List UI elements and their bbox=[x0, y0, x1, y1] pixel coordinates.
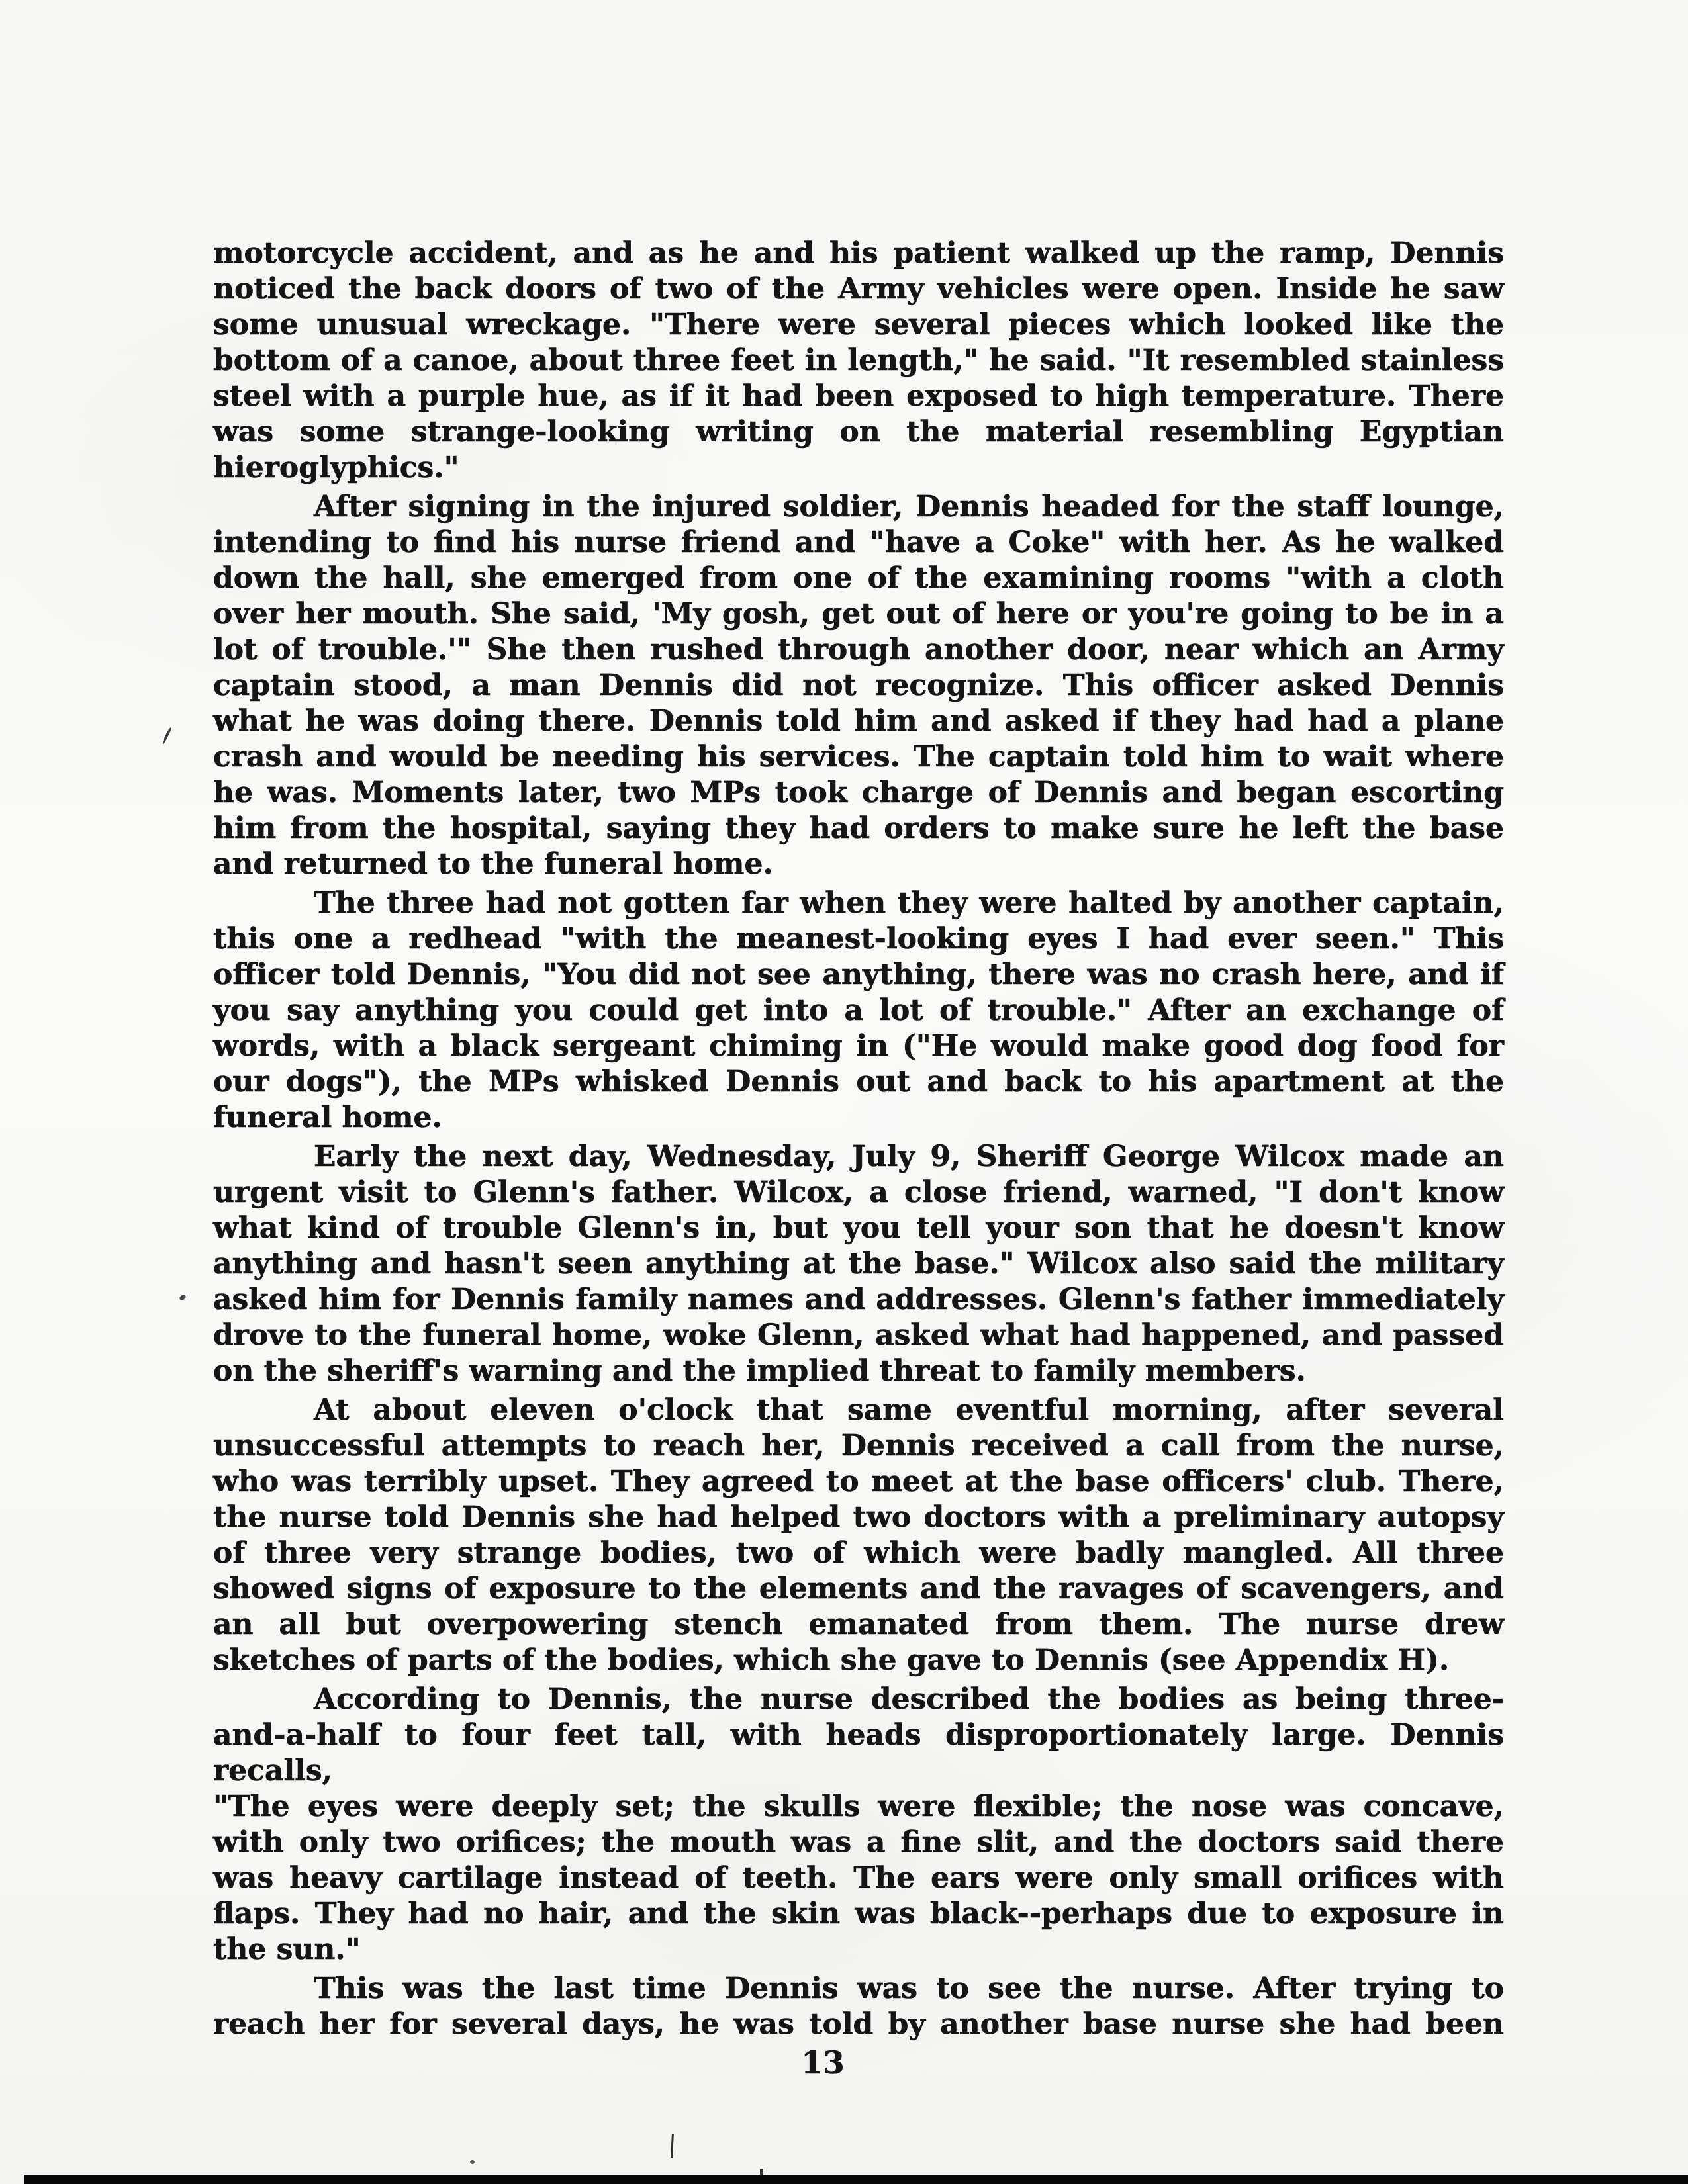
paragraph bbox=[213, 886, 1504, 1136]
text-line: urgent visit to Glenn's father. Wilcox, a close friend, warned, "I don't know bbox=[213, 1175, 1504, 1209]
paragraph bbox=[213, 1971, 1504, 2042]
text-line: sketches of parts of the bodies, which she gave to Dennis (see Appendix H). bbox=[213, 1643, 1450, 1677]
paragraph bbox=[213, 1682, 1504, 1968]
paragraph bbox=[213, 236, 1504, 486]
text-line: At about eleven o'clock that same eventful morning, after several bbox=[314, 1393, 1504, 1427]
scan-artifact-scratch-line bbox=[671, 2134, 674, 2158]
text-line: funeral home. bbox=[213, 1101, 442, 1134]
text-line: "The eyes were deeply set; the skulls were flexible; the nose was concave, bbox=[213, 1790, 1504, 1823]
body-text bbox=[213, 236, 1504, 2046]
text-line: words, with a black sergeant chiming in ("He would make good dog food for bbox=[213, 1029, 1504, 1063]
text-line: bottom of a canoe, about three feet in length," he said. "It resembled stainless bbox=[213, 343, 1504, 377]
text-line: According to Dennis, the nurse described the bodies as being three- bbox=[314, 1682, 1504, 1716]
scan-artifact-bottom-bar bbox=[24, 2175, 1688, 2184]
text-line: and-a-half to four feet tall, with heads disproportionately large. Dennis recalls, bbox=[213, 1718, 1504, 1788]
scan-artifact-margin-speck bbox=[179, 1294, 187, 1301]
paragraph bbox=[213, 489, 1504, 882]
paragraph bbox=[213, 1392, 1504, 1678]
text-line: lot of trouble.'" She then rushed through another door, near which an Army bbox=[213, 633, 1504, 666]
text-line: crash and would be needing his services. The captain told him to wait where bbox=[213, 740, 1504, 774]
text-line: him from the hospital, saying they had orders to make sure he left the base bbox=[213, 811, 1504, 845]
text-line: was heavy cartilage instead of teeth. The ears were only small orifices with bbox=[213, 1861, 1504, 1895]
text-line: and returned to the funeral home. bbox=[213, 847, 773, 881]
text-line: Early the next day, Wednesday, July 9, Sheriff George Wilcox made an bbox=[314, 1140, 1504, 1173]
text-line: you say anything you could get into a lot of trouble." After an exchange of bbox=[213, 993, 1504, 1027]
text-line: officer told Dennis, "You did not see anything, there was no crash here, and if bbox=[213, 958, 1504, 991]
paragraph bbox=[213, 1139, 1504, 1389]
text-line: The three had not gotten far when they were halted by another captain, bbox=[314, 886, 1504, 920]
text-line: what he was doing there. Dennis told him and asked if they had had a plane bbox=[213, 704, 1504, 738]
text-line: intending to find his nurse friend and "have a Coke" with her. As he walked bbox=[213, 525, 1504, 559]
text-line: over her mouth. She said, 'My gosh, get out of here or you're going to be in a bbox=[213, 597, 1504, 631]
text-line: some unusual wreckage. "There were several pieces which looked like the bbox=[213, 308, 1504, 341]
text-line: the sun." bbox=[213, 1933, 361, 1966]
text-line: showed signs of exposure to the elements and the ravages of scavengers, and bbox=[213, 1572, 1504, 1606]
text-line: of three very strange bodies, two of which were badly mangled. All three bbox=[213, 1536, 1504, 1570]
scan-artifact-speck bbox=[470, 2160, 475, 2164]
text-line: with only two orifices; the mouth was a fine slit, and the doctors said there bbox=[213, 1825, 1504, 1859]
scan-artifact-slash-mark bbox=[162, 727, 171, 744]
text-line: this one a redhead "with the meanest-looking eyes I had ever seen." This bbox=[213, 922, 1504, 956]
text-line: was some strange-looking writing on the material resembling Egyptian bbox=[213, 415, 1504, 449]
text-line: down the hall, she emerged from one of the examining rooms "with a cloth bbox=[213, 561, 1504, 595]
text-line: steel with a purple hue, as if it had been exposed to high temperature. There bbox=[213, 379, 1504, 413]
text-line: asked him for Dennis family names and addresses. Glenn's father immediately bbox=[213, 1283, 1504, 1316]
text-line: our dogs"), the MPs whisked Dennis out and back to his apartment at the bbox=[213, 1065, 1504, 1099]
text-line: noticed the back doors of two of the Army vehicles were open. Inside he saw bbox=[213, 272, 1504, 306]
text-line: After signing in the injured soldier, Dennis headed for the staff lounge, bbox=[314, 490, 1504, 523]
text-line: who was terribly upset. They agreed to meet at the base officers' club. There, bbox=[213, 1465, 1504, 1498]
text-line: flaps. They had no hair, and the skin was black--perhaps due to exposure in bbox=[213, 1897, 1504, 1931]
text-line: unsuccessful attempts to reach her, Dennis received a call from the nurse, bbox=[213, 1429, 1504, 1463]
page-number: 13 bbox=[801, 2045, 845, 2081]
text-line: anything and hasn't seen anything at the base." Wilcox also said the military bbox=[213, 1247, 1504, 1281]
text-line: hieroglyphics." bbox=[213, 451, 459, 484]
text-line: he was. Moments later, two MPs took charge of Dennis and began escorting bbox=[213, 776, 1504, 809]
text-line: an all but overpowering stench emanated from them. The nurse drew bbox=[213, 1608, 1504, 1641]
text-line: captain stood, a man Dennis did not recognize. This officer asked Dennis bbox=[213, 668, 1504, 702]
text-line: the nurse told Dennis she had helped two doctors with a preliminary autopsy bbox=[213, 1500, 1504, 1534]
text-line: on the sheriff's warning and the implied threat to family members. bbox=[213, 1354, 1306, 1388]
text-line: This was the last time Dennis was to see the nurse. After trying to bbox=[314, 1972, 1504, 2005]
text-line: reach her for several days, he was told by another base nurse she had been bbox=[213, 2007, 1504, 2041]
text-line: what kind of trouble Glenn's in, but you tell your son that he doesn't know bbox=[213, 1211, 1504, 1245]
text-line: motorcycle accident, and as he and his patient walked up the ramp, Dennis bbox=[213, 236, 1504, 270]
text-line: drove to the funeral home, woke Glenn, asked what had happened, and passed bbox=[213, 1318, 1504, 1352]
